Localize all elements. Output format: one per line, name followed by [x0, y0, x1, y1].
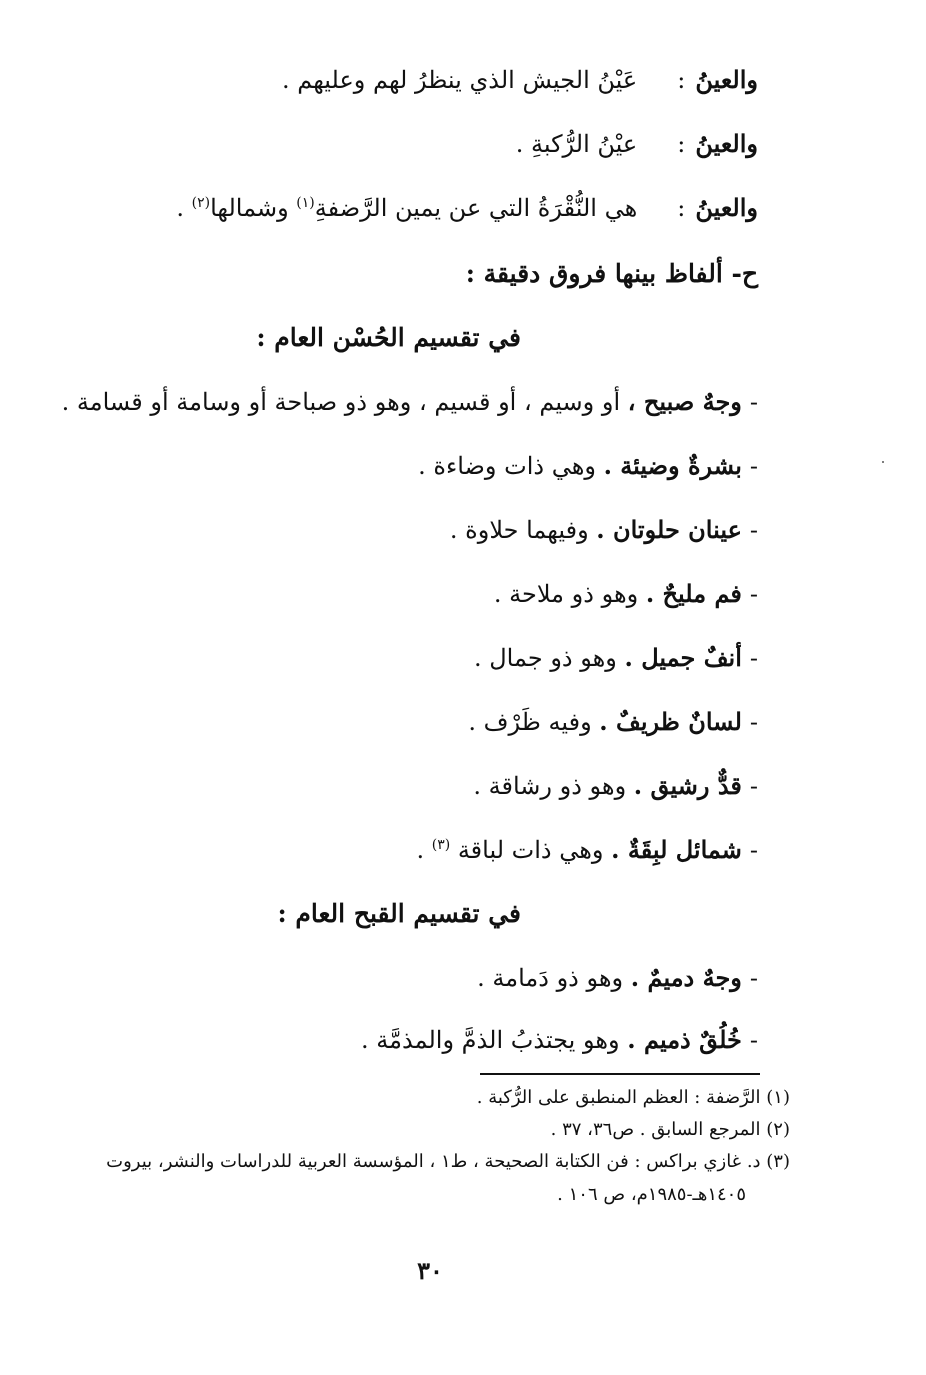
list-dash: - — [749, 964, 758, 992]
definition-text-part: وشمالها — [210, 194, 297, 222]
subheading-ugliness: في تقسيم القبح العام : — [277, 899, 521, 928]
list-item-term: وجهٌ دميمٌ . — [630, 963, 742, 992]
list-item — [474, 638, 758, 678]
footnote-1: (١) الرَّضفة : العظم المنطبق على الرُّكبة . — [476, 1087, 790, 1108]
list-item-text: وفيهما حلاوة . — [449, 516, 597, 544]
list-item — [494, 574, 758, 614]
definition-line-2 — [516, 124, 758, 164]
footnote-ref-2[interactable]: (٢) — [191, 195, 211, 211]
list-item — [361, 1020, 758, 1060]
footnote-3-continuation: ١٤٠٥هـ-١٩٨٥م، ص ١٠٦ . — [557, 1184, 746, 1205]
scan-speck — [882, 461, 884, 463]
list-item-term: أنفٌ جميل . — [624, 643, 742, 672]
definition-colon: : — [677, 130, 686, 158]
definition-term: والعينُ — [695, 65, 758, 94]
list-dash: - — [749, 580, 758, 608]
footnote-3: (٣) د. غازي براكس : فن الكتابة الصحيحة ، ط١ ، المؤسسة العربية للدراسات والنشر، بيروت — [106, 1151, 790, 1172]
list-dash: - — [749, 644, 758, 672]
definition-end: . — [176, 194, 184, 222]
list-item-term: عينان حلوتان . — [596, 515, 742, 544]
list-item-text: وهي ذات لباقة — [450, 836, 612, 864]
list-item-text: وهو يجتذبُ الذمَّ والمذمَّة . — [361, 1026, 628, 1054]
footnote-2: (٢) المرجع السابق . ص٣٦، ٣٧ . — [550, 1119, 790, 1140]
definition-term: والعينُ — [695, 129, 758, 158]
list-item — [450, 510, 758, 550]
list-item-term: بشرةٌ وضيئة . — [603, 451, 742, 480]
list-item-text: وهو ذو جمال . — [473, 644, 625, 672]
list-item-text: وهو ذو رشاقة . — [473, 772, 634, 800]
list-item — [473, 766, 758, 806]
list-dash: - — [749, 836, 758, 864]
list-item-term: شمائل لبِقَةٌ . — [611, 835, 742, 864]
list-item — [418, 446, 758, 486]
list-item-term: خُلُقٌ ذميم . — [627, 1025, 742, 1054]
footnote-ref-3[interactable]: (٣) — [431, 837, 451, 853]
list-item-text: وهو ذو دَمامة . — [477, 964, 631, 992]
definition-text — [176, 188, 637, 228]
list-item-term: وجهٌ صبيح ، — [627, 387, 742, 416]
page-number: ٣٠ — [417, 1256, 443, 1285]
definition-text: عَيْنُ الجيش الذي ينظرُ لهم وعليهم . — [281, 66, 638, 94]
list-dash: - — [749, 1026, 758, 1054]
definition-text: عيْنُ الرُّكبةِ . — [515, 130, 638, 158]
definition-line-1 — [282, 60, 758, 100]
definition-colon: : — [677, 66, 686, 94]
list-item-term: لسانٌ ظريفٌ . — [599, 707, 742, 736]
definition-text-part: هي النُّقْرَةُ التي عن يمين الرَّضفةِ — [314, 194, 638, 222]
list-item-term: فم مليحٌ . — [645, 579, 742, 608]
list-item-text: أو وسيم ، أو قسيم ، وهو ذو صباحة أو وسامة أو قسامة . — [61, 388, 628, 416]
list-dash: - — [749, 708, 758, 736]
list-item — [416, 830, 758, 870]
definition-colon: : — [677, 194, 686, 222]
list-item-text: وفيه ظَرْف . — [468, 708, 600, 736]
list-dash: - — [749, 388, 758, 416]
list-item-end: . — [416, 836, 432, 864]
list-item-term: قدٌّ رشيق . — [633, 771, 742, 800]
list-item-text: وهي ذات وضاءة . — [418, 452, 604, 480]
list-item — [468, 702, 758, 742]
list-dash: - — [749, 516, 758, 544]
list-dash: - — [749, 452, 758, 480]
footnote-separator — [480, 1073, 760, 1075]
list-dash: - — [749, 772, 758, 800]
list-item — [477, 958, 758, 998]
subheading-beauty: في تقسيم الحُسْن العام : — [256, 323, 521, 352]
list-item-text: وهو ذو ملاحة . — [493, 580, 646, 608]
definition-term: والعينُ — [695, 193, 758, 222]
footnote-ref-1[interactable]: (١) — [296, 195, 315, 211]
section-heading: ح- ألفاظ بينها فروق دقيقة : — [465, 259, 758, 288]
definition-line-3 — [176, 188, 758, 228]
list-item — [62, 382, 758, 422]
